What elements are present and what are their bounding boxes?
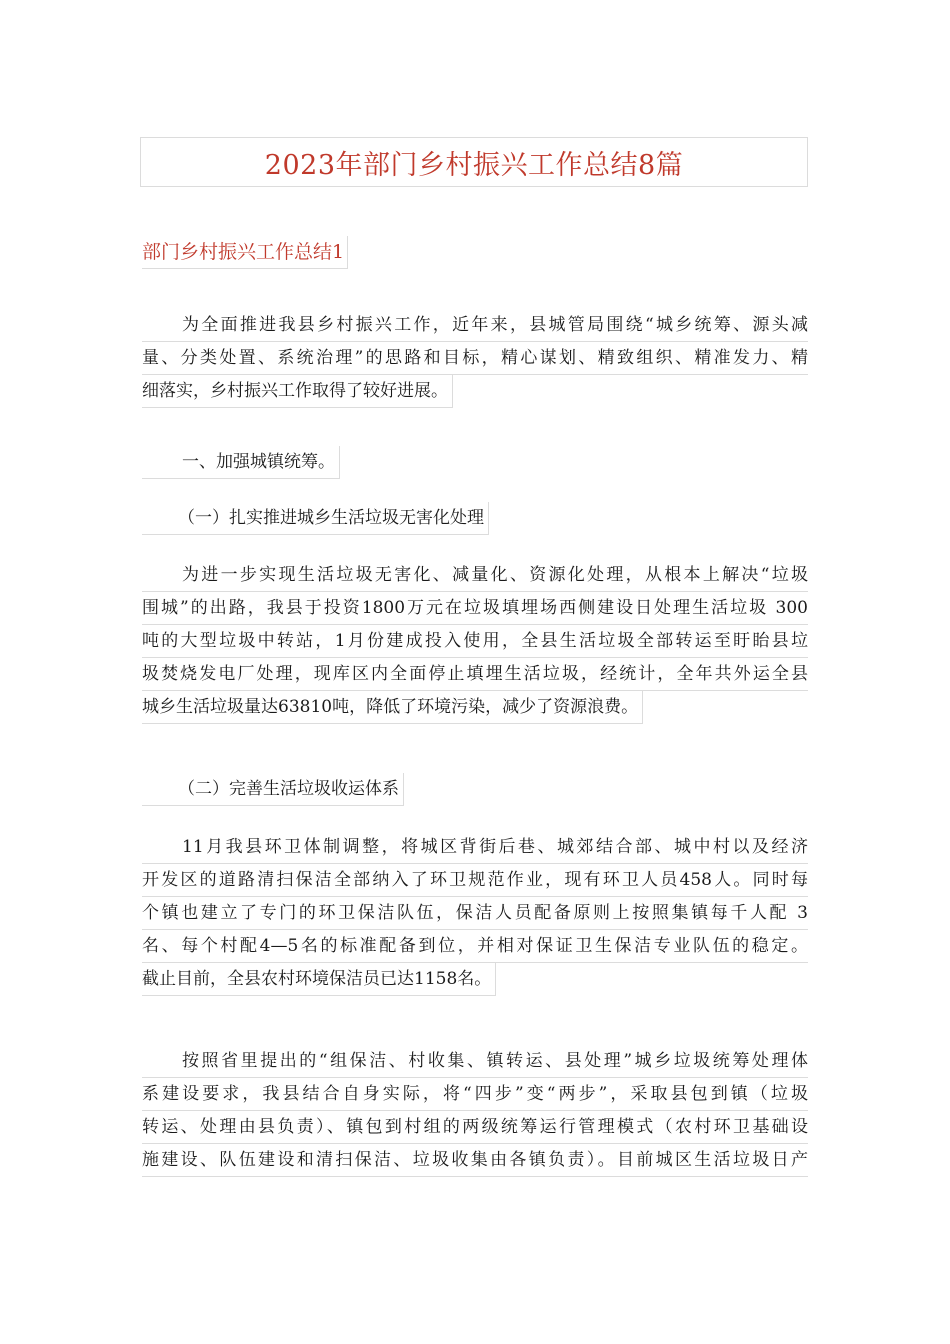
paragraph-line: 11月我县环卫体制调整，将城区背街后巷、城郊结合部、城中村以及经济 (142, 831, 808, 864)
paragraph-line: 为全面推进我县乡村振兴工作，近年来，县城管局围绕“城乡统筹、源头减 (142, 309, 808, 342)
heading-level-2 (142, 502, 808, 535)
paragraph-line: 截止目前，全县农村环境保洁员已达1158名。 (142, 963, 496, 996)
paragraph-line: 量、分类处置、系统治理”的思路和目标，精心谋划、精致组织、精准发力、精 (142, 342, 808, 375)
paragraph-line: 名、每个村配4—5名的标准配备到位，并相对保证卫生保洁专业队伍的稳定。 (142, 930, 808, 963)
paragraph-line: 施建设、队伍建设和清扫保洁、垃圾收集由各镇负责）。目前城区生活垃圾日产 (142, 1144, 808, 1177)
document-title-box (140, 137, 808, 187)
heading-text: （一）扎实推进城乡生活垃圾无害化处理 (142, 502, 489, 535)
heading-level-2 (142, 773, 808, 806)
paragraph-line: 围城”的出路，我县于投资1800万元在垃圾填埋场西侧建设日处理生活垃圾 300 (142, 592, 808, 625)
paragraph-line: 圾焚烧发电厂处理，现库区内全面停止填埋生活垃圾，经统计，全年共外运全县 (142, 658, 808, 691)
paragraph-line: 按照省里提出的“组保洁、村收集、镇转运、县处理”城乡垃圾统筹处理体 (142, 1045, 808, 1078)
heading-level-1 (142, 446, 808, 479)
paragraph-line: 系建设要求，我县结合自身实际，将“四步”变“两步”，采取县包到镇（垃圾 (142, 1078, 808, 1111)
paragraph-garbage-treatment (142, 559, 808, 736)
section-heading: 部门乡村振兴工作总结1 (142, 236, 348, 269)
document-title: 2023年部门乡村振兴工作总结8篇 (264, 149, 684, 181)
paragraph-line: 开发区的道路清扫保洁全部纳入了环卫规范作业，现有环卫人员458人。同时每 (142, 864, 808, 897)
paragraph-line: 吨的大型垃圾中转站，1月份建成投入使用，全县生活垃圾全部转运至盱眙县垃 (142, 625, 808, 658)
paragraph-collection-system (142, 831, 808, 1008)
heading-text: （二）完善生活垃圾收运体系 (142, 773, 404, 806)
paragraph-line: 为进一步实现生活垃圾无害化、减量化、资源化处理，从根本上解决“垃圾 (142, 559, 808, 592)
paragraph-two-level-model (142, 1045, 808, 1177)
paragraph-intro (142, 309, 808, 420)
paragraph-line: 转运、处理由县负责）、镇包到村组的两级统筹运行管理模式（农村环卫基础设 (142, 1111, 808, 1144)
heading-text: 一、加强城镇统筹。 (142, 446, 340, 479)
paragraph-line: 细落实，乡村振兴工作取得了较好进展。 (142, 375, 453, 408)
paragraph-line: 城乡生活垃圾量达63810吨，降低了环境污染，减少了资源浪费。 (142, 691, 643, 724)
paragraph-line: 个镇也建立了专门的环卫保洁队伍，保洁人员配备原则上按照集镇每千人配 3 (142, 897, 808, 930)
